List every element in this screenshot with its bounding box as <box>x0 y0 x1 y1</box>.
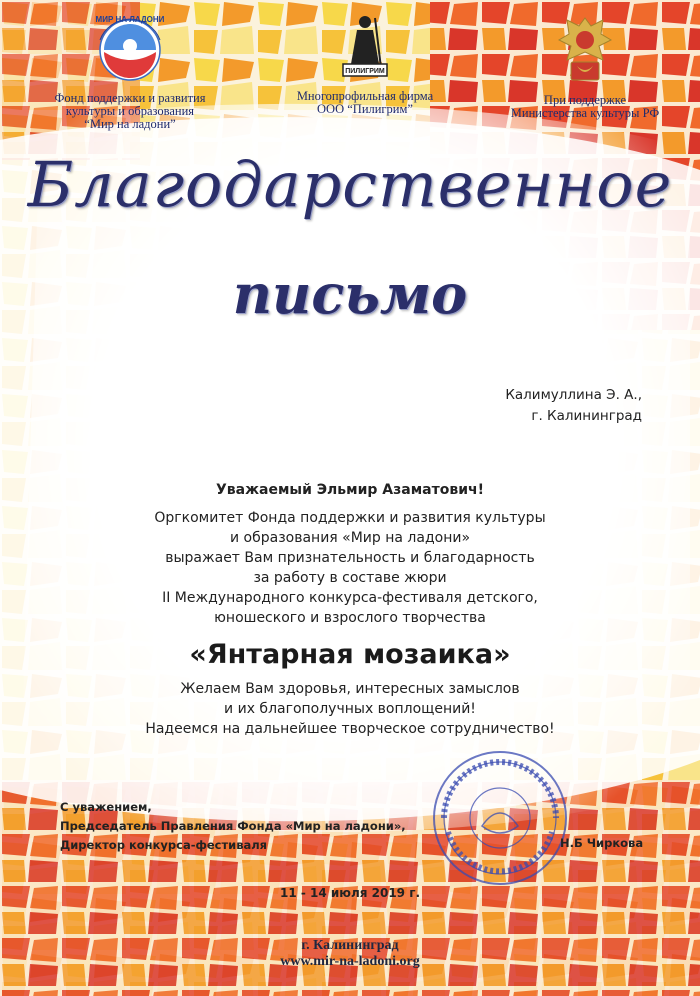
mir-na-ladoni-logo-icon <box>90 10 170 88</box>
ministry-support: При поддержке Министерства культуры РФ <box>510 93 660 120</box>
letter-line: II Международного конкурса-фестиваля детского, <box>162 590 538 606</box>
letter-line: Оргкомитет Фонда поддержки и развития культуры <box>154 510 546 526</box>
contest-name: «Янтарная мозаика» <box>189 639 511 670</box>
wish-line: и их благополучных воплощений! <box>224 701 476 717</box>
signer-name: Н.Б Чиркова <box>560 836 644 850</box>
title-line-2: письмо <box>232 262 468 326</box>
piligrim-logo-text: ПИЛИГРИМ <box>345 68 385 75</box>
signature-line: С уважением, <box>60 800 152 814</box>
footer <box>0 938 700 970</box>
letter-line: за работу в составе жюри <box>253 570 447 586</box>
round-stamp-icon <box>420 748 580 888</box>
greeting: Уважаемый Эльмир Азаматович! <box>216 482 484 498</box>
recipient-block <box>412 385 642 427</box>
footer-city: г. Калининград <box>301 938 399 953</box>
signature-line: Председатель Правления Фонда «Мир на ладони», <box>60 819 406 833</box>
header-ministry-block <box>490 10 680 120</box>
signature-block <box>60 798 420 855</box>
header-piligrim-block <box>285 10 445 116</box>
event-dates: 11 - 14 июля 2019 г. <box>279 886 421 900</box>
recipient-name: Калимуллина Э. А., <box>505 387 642 403</box>
signature-line: Директор конкурса-фестиваля <box>60 838 268 852</box>
wish-line: Желаем Вам здоровья, интересных замыслов <box>180 681 520 697</box>
letter-body <box>60 482 640 739</box>
letter-line: и образования «Мир на ладони» <box>229 530 471 546</box>
piligrim-logo-icon <box>335 10 395 86</box>
header-fund-block <box>40 10 220 131</box>
fund-name: Фонд поддержки и развития культуры и образования “Мир на ладони” <box>54 91 206 131</box>
wish-line: Надеемся на дальнейшее творческое сотрудничество! <box>145 721 555 737</box>
recipient-city: г. Калининград <box>531 408 642 424</box>
letter-line: юношеского и взрослого творчества <box>214 610 486 626</box>
footer-website: www.mir-na-ladoni.org <box>280 954 420 969</box>
letter-line: выражает Вам признательность и благодарность <box>165 550 535 566</box>
mir-na-ladoni-logo-text: МИР НА ЛАДОНИ <box>95 15 165 24</box>
title-line-1: Благодарственное <box>27 148 673 221</box>
piligrim-name: Многопрофильная фирма ООО “Пилигрим” <box>296 89 434 116</box>
ministry-emblem-icon <box>553 10 617 90</box>
